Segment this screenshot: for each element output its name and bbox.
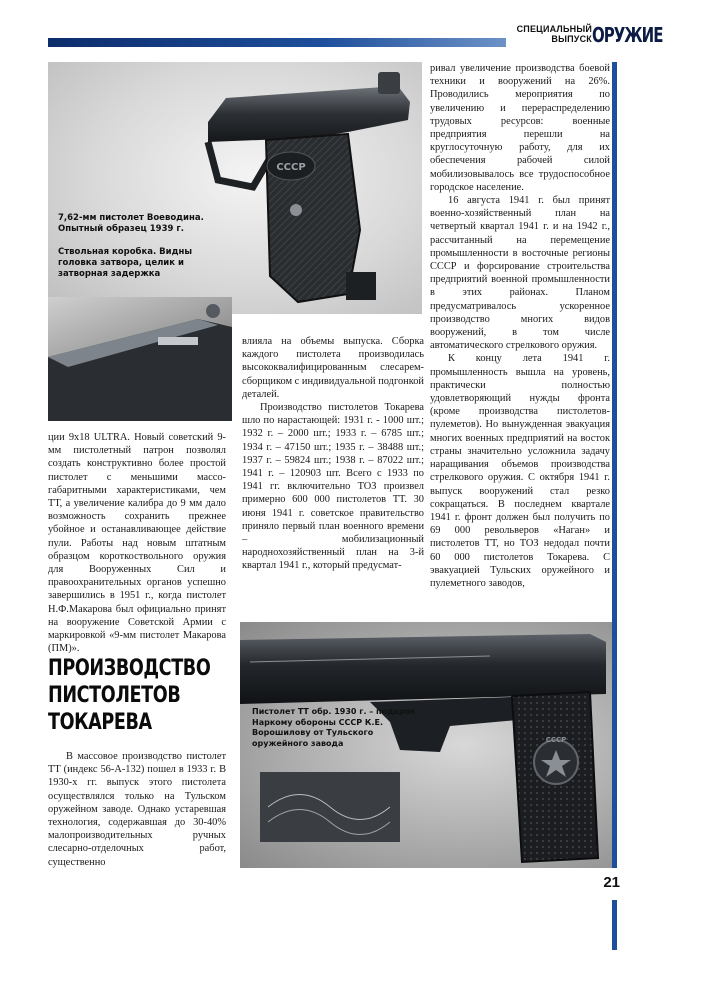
receiver-closeup-illustration: [48, 297, 232, 421]
paragraph: Производство пистолетов Токарева шло по нарастающей: 1931 г. - 1000 шт.; 1932 г. – 2000 шт.; 1933 г. – 6785 шт.; 1934 г. – 47150 шт.; 1935 г. – 38488 шт.; 1937 г. – 59824 шт.; 1938 г. – 87022 шт.; 1941 г. – 120903 шт. Всего с 1933 по 1941 гг. включительно ТОЗ произвел примерно 600 000 пистолетов ТТ. 30 июня 1941 г. советское правительство приняло первый план военного времени – мобилизационный народнохозяйственный план на 3-й квартал 1941 г., который предусмат-: [242, 402, 424, 572]
paragraph: влияла на объемы выпуска. Сборка каждого пистолета производилась высококвалифицированным слесарем-сборщиком с индивидуальной подгонкой деталей.: [242, 336, 424, 400]
page-number: 21: [603, 874, 620, 891]
tt-grip-mark: СССР: [545, 736, 567, 744]
section-title: ПРОИЗВОДСТВО ПИСТОЛЕТОВ ТОКАРЕВА: [48, 656, 211, 735]
left-column-text: [48, 431, 226, 655]
paragraph: К концу лета 1941 г. промышленность вышла на уровень, практически полностью удовлетворяющий нужды фронта (кроме производства пистолетов-пулеметов). Но вынужденная эвакуация многих военных предприятий на восток страны значительно усложнила задачу наращивания объемов производства стрелкового оружия. С октября 1941 г. выпуск вооружений стал резко сокращаться. В последнем квартале 1941 г. фронт должен был получить по 69 000 револьверов «Наган» и пистолетов ТТ, но ТОЗ недодал почти 60 000 пистолетов Токарева. С эвакуацией Тульских оружейного и пулеметного заводов,: [430, 353, 610, 589]
right-margin-bar-bottom: [612, 900, 617, 950]
right-margin-bar: [612, 62, 617, 868]
voevodin-grip-mark: СССР: [276, 162, 306, 173]
left-column-text-bottom: [48, 750, 226, 869]
header-bar: [48, 38, 506, 47]
magazine-logo: ОРУЖИЕ: [592, 22, 663, 48]
middle-column-text: [242, 335, 424, 573]
photo-receiver-closeup: [48, 297, 232, 421]
paragraph: ривал увеличение производства боевой техники и вооружений на 26%. Проводились мероприятия по увеличению и перераспределению трудовых ресурсов: военные предприятия перешли на круглосуточную работу, для их обеспечения рабочей силой мобилизовывалось все трудоспособное городское население.: [430, 63, 610, 193]
caption-voevodin-detail: Ствольная коробка. Видны головка затвора, целик и затворная задержка: [58, 247, 193, 279]
paragraph: 16 августа 1941 г. был принят военно-хозяйственный план на четвертый квартал 1941 г. и на 1942 г., рассчитанный на перемещение промышленности в восточные регионы СССР и форсирование строительства предприятий военной промышленности в этих районах. Планом предусматривалось ускоренное производство многих видов вооружений, в том числе автоматического стрелкового оружия.: [430, 195, 610, 352]
right-column-text: [430, 62, 610, 590]
caption-tt-gift: Пистолет ТТ обр. 1930 г. – подарок Наркому обороны СССР К.Е. Ворошилову от Тульского оружейного завода: [252, 707, 416, 748]
issue-label: СПЕЦИАЛЬНЫЙ ВЫПУСК: [516, 24, 592, 44]
caption-voevodin-title: 7,62-мм пистолет Воеводина. Опытный образец 1939 г.: [58, 213, 204, 234]
paragraph: ции 9х18 ULTRA. Новый советский 9-мм пистолетный патрон позволял создать конструктивно более простой пистолет с меньшими массо-габаритными характеристиками, чем ТТ, а увеличение калибра до 9 мм дало возможность сохранить прежнее убойное и останавливающее действие пули. Работы над новым штатным образцом короткоствольного оружия для Вооруженных Сил и правоохранительных органов успешно завершились в 1951 г., когда пистолет Н.Ф.Макарова был официально принят на вооружение Советской Армии с маркировкой «9-мм пистолет Макарова (ПМ)».: [48, 432, 226, 655]
paragraph: В массовое производство пистолет ТТ (индекс 56-А-132) пошел в 1933 г. В 1930-х гг. выпуск этого пистолета осуществлялся только на Тульском оружейном заводе. Однако устаревшая технология, содержавшая до 30-40% малопроизводительных ручных слесарно-отделочных работ, существенно: [48, 751, 226, 868]
